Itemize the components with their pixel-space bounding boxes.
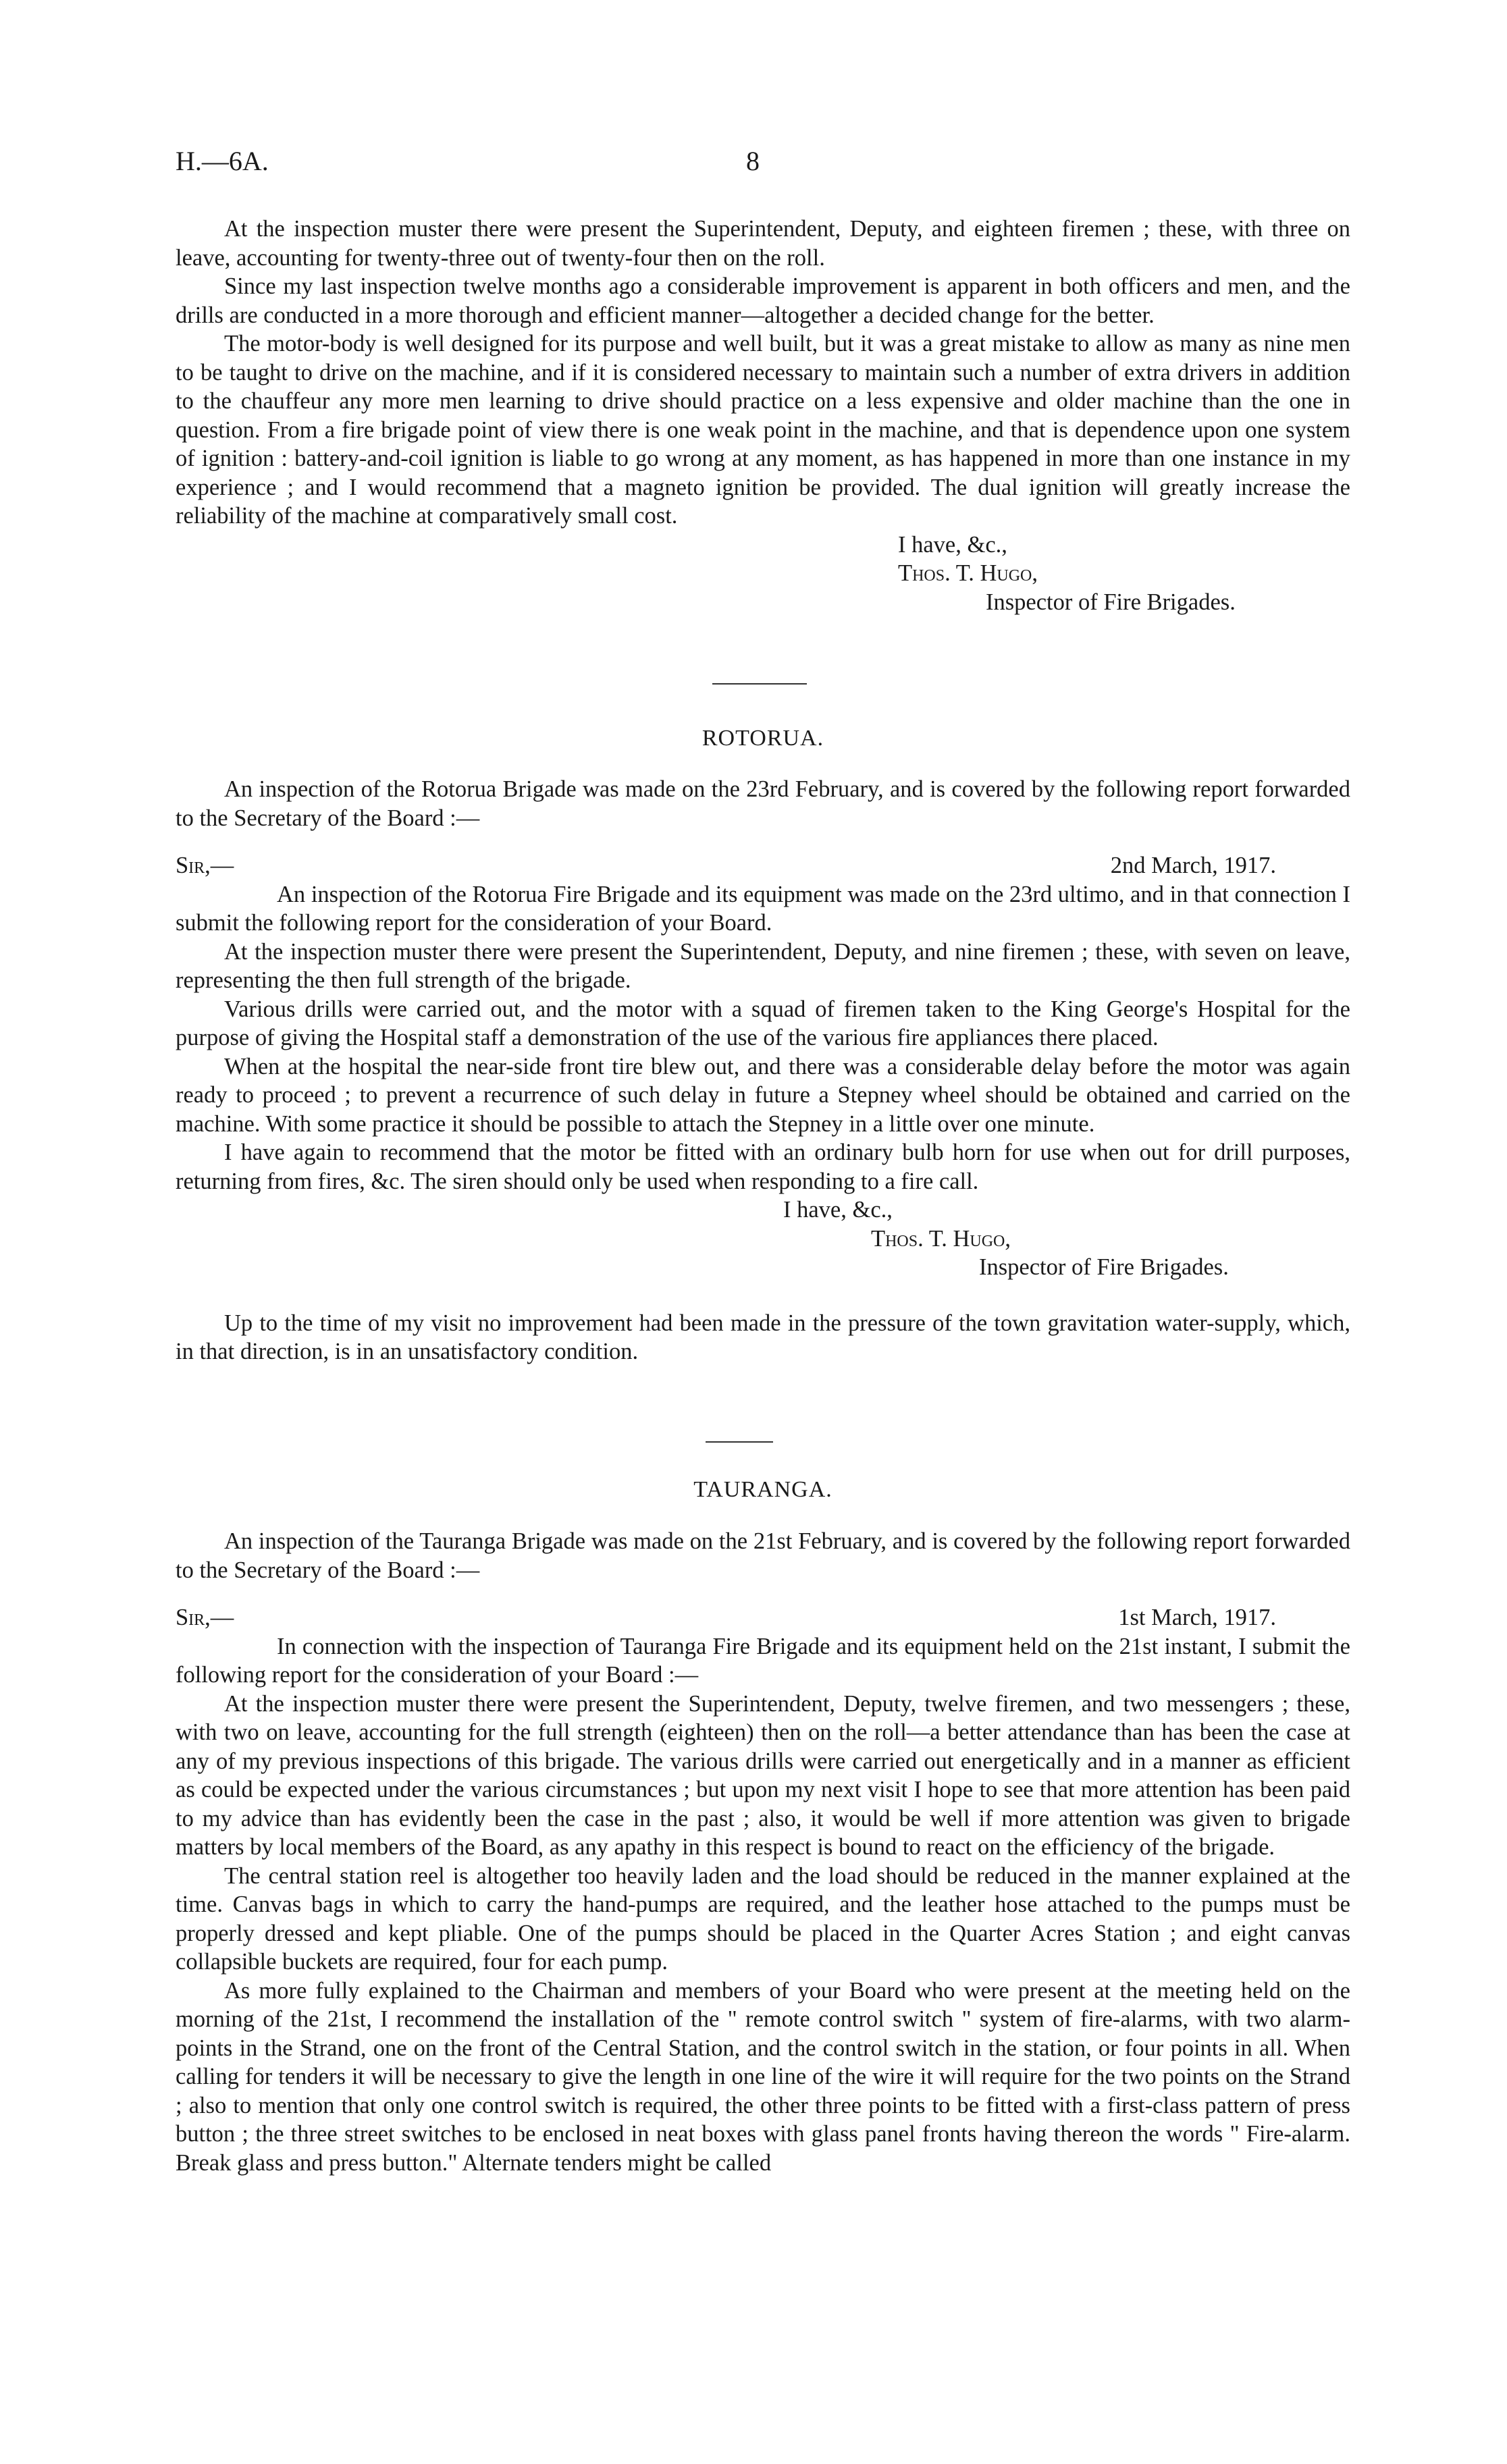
intro-paragraph: An inspection of the Rotorua Brigade was made on the 23rd February, and is covered by the following report forwarded to the Secretary of the Board :— bbox=[176, 776, 1350, 831]
section-divider bbox=[706, 1441, 773, 1443]
paragraph: The central station reel is altogether too heavily laden and the load should be reduced in the manner explained at the time. Canvas bags in which to carry the hand-pumps are required, and the leather hose attached to the pumps must be properly dressed and kept pliable. One of the pumps should be placed in the Quarter Acres Station ; and eight canvas collapsible buckets are required, four for each pump. bbox=[176, 1863, 1350, 1975]
paragraph: Various drills were carried out, and the motor with a squad of firemen taken to the King George's Hospital for the purpose of giving the Hospital staff a demonstration of the use of the various fire appliances there placed. bbox=[176, 996, 1350, 1050]
salutation-line bbox=[176, 1603, 1350, 1632]
salutation: Sir,— bbox=[176, 1605, 234, 1630]
paragraph: An inspection of the Rotorua Fire Brigade and its equipment was made on the 23rd ultimo, and in that connection I submit the following report for the consideration of your Board. bbox=[176, 881, 1350, 936]
postscript-paragraph: Up to the time of my visit no improvement had been made in the pressure of the town gravitation water-supply, which, in that direction, is in an unsatisfactory condition. bbox=[176, 1310, 1350, 1364]
section-continuation bbox=[176, 215, 1350, 616]
rotorua-section bbox=[176, 775, 1350, 1366]
intro-paragraph: An inspection of the Tauranga Brigade was made on the 21st February, and is covered by the following report forwarded to the Secretary of the Board :— bbox=[176, 1528, 1350, 1583]
section-divider bbox=[712, 683, 807, 685]
closing: I have, &c., bbox=[898, 531, 1007, 558]
paragraph: Since my last inspection twelve months ago a considerable improvement is apparent in both officers and men, and the drills are conducted in a more thorough and efficient manner—altogether a decided change for the better. bbox=[176, 273, 1350, 328]
document-code: H.—6A. bbox=[176, 146, 269, 176]
salutation: Sir,— bbox=[176, 853, 234, 878]
salutation-line bbox=[176, 851, 1350, 880]
paragraph: As more fully explained to the Chairman and members of your Board who were present at the meeting held on the morning of the 21st, I recommend the installation of the " remote control switch " system of fire-alarms, with two alarm-points in the Strand, one on the front of the Central Station, and the control switch in the station, or four points in all. When calling for tenders it will be necessary to give the length in one line of the wire it will require for the two points on the Strand ; also to mention that only one control switch is required, the other three points to be fitted with a first-class pattern of press button ; the three street switches to be enclosed in neat boxes with glass panel fronts having thereon the words " Fire-alarm. Break glass and press button." Alternate tenders might be called bbox=[176, 1977, 1350, 2176]
letter-date: 1st March, 1917. bbox=[1118, 1605, 1276, 1630]
closing: I have, &c., bbox=[783, 1197, 893, 1223]
signature-title: Inspector of Fire Brigades. bbox=[979, 1254, 1229, 1280]
paragraph: I have again to recommend that the motor be fitted with an ordinary bulb horn for use when out for drill purposes, returning from fires, &c. The siren should only be used when responding to a fire call. bbox=[176, 1140, 1350, 1194]
paragraph: In connection with the inspection of Tauranga Fire Brigade and its equipment held on the 21st instant, I submit the following report for the consideration of your Board :— bbox=[176, 1633, 1350, 1688]
signature-name: Thos. T. Hugo, bbox=[871, 1225, 1011, 1252]
signature-name: Thos. T. Hugo, bbox=[898, 560, 1038, 586]
paragraph: At the inspection muster there were present the Superintendent, Deputy, twelve firemen, and two messengers ; these, with two on leave, accounting for the full strength (eighteen) then on the roll—a better attendance than has been the case at any of my previous inspections of this brigade. The various drills were carried out energetically and in a manner as efficient as could be expected under the various circumstances ; but upon my next visit I hope to see that more attention has been paid to my advice than has evidently been the case in the past ; also, it would be well if more attention was given to brigade matters by local members of the Board, as any apathy in this respect is bound to react on the efficiency of the brigade. bbox=[176, 1690, 1350, 1860]
page-number: 8 bbox=[746, 146, 760, 176]
tauranga-section bbox=[176, 1527, 1350, 2177]
letter-date: 2nd March, 1917. bbox=[1110, 853, 1276, 878]
signature-title: Inspector of Fire Brigades. bbox=[986, 589, 1236, 615]
section-heading-tauranga: TAURANGA. bbox=[693, 1477, 832, 1502]
paragraph: At the inspection muster there were present the Superintendent, Deputy, and eighteen firemen ; these, with three on leave, accounting for twenty-three out of twenty-four then on the roll. bbox=[176, 216, 1350, 271]
section-heading-rotorua: ROTORUA. bbox=[702, 726, 824, 751]
paragraph: When at the hospital the near-side front tire blew out, and there was a considerable delay before the motor was again ready to proceed ; to prevent a recurrence of such delay in future a Stepney wheel should be obtained and carried on the machine. With some practice it should be possible to attach the Stepney in a little over one minute. bbox=[176, 1053, 1350, 1137]
paragraph: At the inspection muster there were present the Superintendent, Deputy, and nine firemen ; these, with seven on leave, representing the then full strength of the brigade. bbox=[176, 938, 1350, 993]
paragraph: The motor-body is well designed for its purpose and well built, but it was a great mistake to allow as many as nine men to be taught to drive on the machine, and if it is considered necessary to maintain such a number of extra drivers in addition to the chauffeur any more men learning to drive should practice on a less expensive and older machine than the one in question. From a fire brigade point of view there is one weak point in the machine, and that is dependence upon one system of ignition : battery-and-coil ignition is liable to go wrong at any moment, as has happened in more than one instance in my experience ; and I would recommend that a magneto ignition be provided. The dual ignition will greatly increase the reliability of the machine at comparatively small cost. bbox=[176, 331, 1350, 529]
